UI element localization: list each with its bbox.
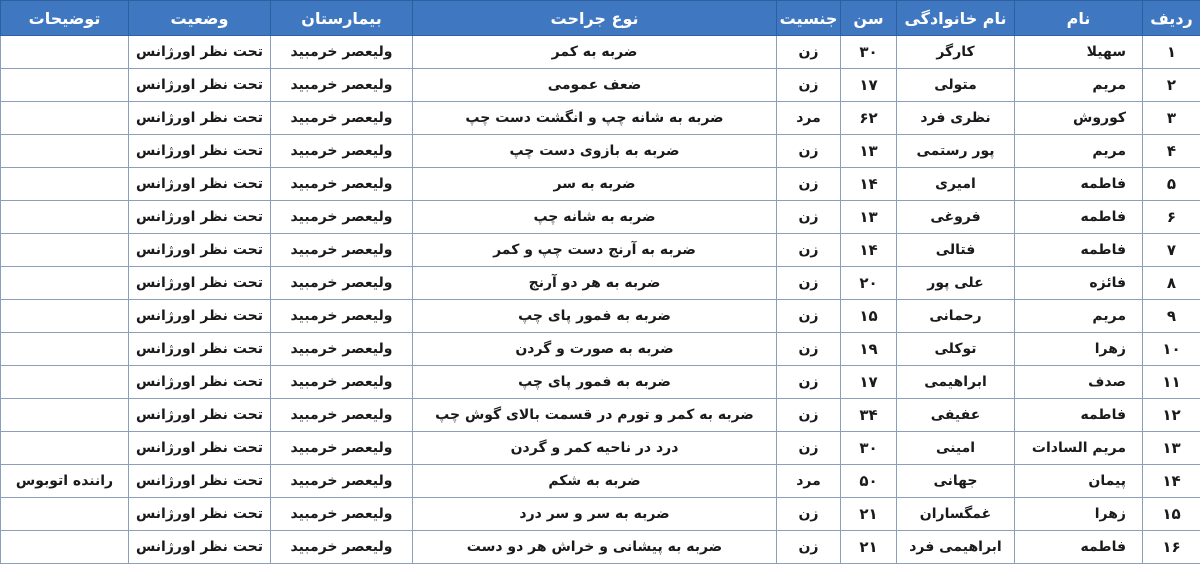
col-header-injury-type: نوع جراحت — [413, 1, 777, 36]
cell-last-name: امینی — [897, 432, 1015, 465]
cell-last-name: نظری فرد — [897, 102, 1015, 135]
cell-first-name: فائزه — [1015, 267, 1143, 300]
cell-gender: زن — [777, 201, 841, 234]
cell-gender: زن — [777, 69, 841, 102]
cell-status: تحت نظر اورژانس — [129, 135, 271, 168]
cell-last-name: عفیفی — [897, 399, 1015, 432]
cell-age: ۵۰ — [841, 465, 897, 498]
cell-injury-type: ضربه به صورت و گردن — [413, 333, 777, 366]
cell-last-name: رحمانی — [897, 300, 1015, 333]
cell-injury-type: ضربه به سر و سر درد — [413, 498, 777, 531]
cell-age: ۳۰ — [841, 432, 897, 465]
cell-age: ۱۴ — [841, 234, 897, 267]
table-row — [1, 300, 1200, 333]
cell-first-name: زهرا — [1015, 333, 1143, 366]
cell-notes — [1, 498, 129, 531]
cell-row-number: ۱۴ — [1143, 465, 1200, 498]
table-row — [1, 135, 1200, 168]
table-row — [1, 366, 1200, 399]
cell-status: تحت نظر اورژانس — [129, 432, 271, 465]
cell-notes — [1, 432, 129, 465]
cell-injury-type: ضربه به شکم — [413, 465, 777, 498]
cell-first-name: مریم — [1015, 69, 1143, 102]
cell-row-number: ۷ — [1143, 234, 1200, 267]
cell-row-number: ۴ — [1143, 135, 1200, 168]
cell-last-name: فتالی — [897, 234, 1015, 267]
cell-row-number: ۱۲ — [1143, 399, 1200, 432]
cell-age: ۳۰ — [841, 36, 897, 69]
cell-age: ۳۴ — [841, 399, 897, 432]
cell-first-name: فاطمه — [1015, 531, 1143, 564]
cell-row-number: ۹ — [1143, 300, 1200, 333]
cell-age: ۱۳ — [841, 135, 897, 168]
cell-notes — [1, 102, 129, 135]
cell-row-number: ۱۱ — [1143, 366, 1200, 399]
cell-last-name: جهانی — [897, 465, 1015, 498]
cell-age: ۱۳ — [841, 201, 897, 234]
cell-gender: زن — [777, 267, 841, 300]
cell-last-name: متولی — [897, 69, 1015, 102]
cell-gender: زن — [777, 366, 841, 399]
cell-gender: زن — [777, 498, 841, 531]
cell-row-number: ۸ — [1143, 267, 1200, 300]
cell-injury-type: ضربه به فمور پای چپ — [413, 366, 777, 399]
cell-injury-type: ضربه به شانه چپ و انگشت دست چپ — [413, 102, 777, 135]
table-body — [1, 36, 1200, 564]
cell-last-name: پور رستمی — [897, 135, 1015, 168]
cell-injury-type: ضربه به بازوی دست چپ — [413, 135, 777, 168]
cell-notes — [1, 399, 129, 432]
cell-first-name: فاطمه — [1015, 201, 1143, 234]
col-header-notes: توضیحات — [1, 1, 129, 36]
cell-hospital: ولیعصر خرمبید — [271, 69, 413, 102]
col-header-row-number: ردیف — [1143, 1, 1200, 36]
cell-first-name: سهیلا — [1015, 36, 1143, 69]
cell-status: تحت نظر اورژانس — [129, 366, 271, 399]
cell-row-number: ۶ — [1143, 201, 1200, 234]
cell-hospital: ولیعصر خرمبید — [271, 366, 413, 399]
cell-hospital: ولیعصر خرمبید — [271, 135, 413, 168]
cell-injury-type: ضربه به کمر و تورم در قسمت بالای گوش چپ — [413, 399, 777, 432]
cell-last-name: فروغی — [897, 201, 1015, 234]
table-row — [1, 201, 1200, 234]
cell-notes — [1, 366, 129, 399]
cell-hospital: ولیعصر خرمبید — [271, 498, 413, 531]
cell-hospital: ولیعصر خرمبید — [271, 333, 413, 366]
cell-injury-type: ضعف عمومی — [413, 69, 777, 102]
table-row — [1, 267, 1200, 300]
cell-notes: راننده اتوبوس — [1, 465, 129, 498]
cell-first-name: کوروش — [1015, 102, 1143, 135]
cell-gender: زن — [777, 168, 841, 201]
cell-injury-type: ضربه به آرنج دست چپ و کمر — [413, 234, 777, 267]
cell-status: تحت نظر اورژانس — [129, 201, 271, 234]
cell-notes — [1, 531, 129, 564]
col-header-gender: جنسیت — [777, 1, 841, 36]
cell-notes — [1, 300, 129, 333]
table-row — [1, 168, 1200, 201]
cell-hospital: ولیعصر خرمبید — [271, 465, 413, 498]
cell-status: تحت نظر اورژانس — [129, 69, 271, 102]
cell-hospital: ولیعصر خرمبید — [271, 432, 413, 465]
cell-status: تحت نظر اورژانس — [129, 399, 271, 432]
cell-last-name: غمگساران — [897, 498, 1015, 531]
cell-first-name: فاطمه — [1015, 168, 1143, 201]
cell-gender: زن — [777, 36, 841, 69]
cell-row-number: ۵ — [1143, 168, 1200, 201]
cell-gender: زن — [777, 135, 841, 168]
cell-row-number: ۳ — [1143, 102, 1200, 135]
cell-hospital: ولیعصر خرمبید — [271, 201, 413, 234]
cell-row-number: ۱۵ — [1143, 498, 1200, 531]
cell-last-name: امیری — [897, 168, 1015, 201]
cell-hospital: ولیعصر خرمبید — [271, 267, 413, 300]
cell-age: ۱۷ — [841, 69, 897, 102]
cell-hospital: ولیعصر خرمبید — [271, 399, 413, 432]
cell-notes — [1, 69, 129, 102]
table-row — [1, 531, 1200, 564]
cell-first-name: پیمان — [1015, 465, 1143, 498]
cell-age: ۶۲ — [841, 102, 897, 135]
cell-status: تحت نظر اورژانس — [129, 465, 271, 498]
cell-gender: مرد — [777, 465, 841, 498]
cell-hospital: ولیعصر خرمبید — [271, 531, 413, 564]
table-row — [1, 36, 1200, 69]
cell-status: تحت نظر اورژانس — [129, 498, 271, 531]
col-header-hospital: بیمارستان — [271, 1, 413, 36]
col-header-age: سن — [841, 1, 897, 36]
cell-age: ۱۹ — [841, 333, 897, 366]
table-row — [1, 465, 1200, 498]
cell-gender: مرد — [777, 102, 841, 135]
cell-status: تحت نظر اورژانس — [129, 531, 271, 564]
cell-status: تحت نظر اورژانس — [129, 102, 271, 135]
cell-row-number: ۱ — [1143, 36, 1200, 69]
cell-gender: زن — [777, 399, 841, 432]
cell-hospital: ولیعصر خرمبید — [271, 300, 413, 333]
table-row — [1, 234, 1200, 267]
cell-notes — [1, 333, 129, 366]
cell-hospital: ولیعصر خرمبید — [271, 102, 413, 135]
table-row — [1, 399, 1200, 432]
table-row — [1, 333, 1200, 366]
cell-first-name: مریم — [1015, 135, 1143, 168]
cell-last-name: ابراهیمی فرد — [897, 531, 1015, 564]
cell-first-name: فاطمه — [1015, 234, 1143, 267]
table-row — [1, 102, 1200, 135]
cell-status: تحت نظر اورژانس — [129, 168, 271, 201]
cell-first-name: زهرا — [1015, 498, 1143, 531]
cell-row-number: ۱۶ — [1143, 531, 1200, 564]
cell-gender: زن — [777, 531, 841, 564]
col-header-first-name: نام — [1015, 1, 1143, 36]
col-header-last-name: نام خانوادگی — [897, 1, 1015, 36]
cell-gender: زن — [777, 234, 841, 267]
cell-age: ۲۱ — [841, 498, 897, 531]
cell-gender: زن — [777, 333, 841, 366]
cell-notes — [1, 135, 129, 168]
cell-age: ۲۰ — [841, 267, 897, 300]
cell-age: ۱۴ — [841, 168, 897, 201]
cell-first-name: مریم السادات — [1015, 432, 1143, 465]
cell-last-name: علی پور — [897, 267, 1015, 300]
cell-status: تحت نظر اورژانس — [129, 267, 271, 300]
cell-status: تحت نظر اورژانس — [129, 300, 271, 333]
cell-notes — [1, 234, 129, 267]
cell-last-name: ابراهیمی — [897, 366, 1015, 399]
cell-status: تحت نظر اورژانس — [129, 333, 271, 366]
cell-age: ۱۷ — [841, 366, 897, 399]
cell-notes — [1, 36, 129, 69]
cell-hospital: ولیعصر خرمبید — [271, 234, 413, 267]
table-row — [1, 432, 1200, 465]
cell-gender: زن — [777, 300, 841, 333]
cell-injury-type: ضربه به کمر — [413, 36, 777, 69]
cell-notes — [1, 267, 129, 300]
cell-row-number: ۱۳ — [1143, 432, 1200, 465]
header-row — [1, 1, 1200, 36]
col-header-status: وضعیت — [129, 1, 271, 36]
cell-injury-type: ضربه به شانه چپ — [413, 201, 777, 234]
cell-hospital: ولیعصر خرمبید — [271, 168, 413, 201]
cell-last-name: توکلی — [897, 333, 1015, 366]
cell-hospital: ولیعصر خرمبید — [271, 36, 413, 69]
cell-status: تحت نظر اورژانس — [129, 36, 271, 69]
cell-first-name: فاطمه — [1015, 399, 1143, 432]
cell-age: ۲۱ — [841, 531, 897, 564]
cell-notes — [1, 201, 129, 234]
cell-status: تحت نظر اورژانس — [129, 234, 271, 267]
cell-injury-type: ضربه به پیشانی و خراش هر دو دست — [413, 531, 777, 564]
cell-injury-type: درد در ناحیه کمر و گردن — [413, 432, 777, 465]
cell-first-name: صدف — [1015, 366, 1143, 399]
cell-first-name: مریم — [1015, 300, 1143, 333]
cell-injury-type: ضربه به سر — [413, 168, 777, 201]
cell-gender: زن — [777, 432, 841, 465]
table-row — [1, 69, 1200, 102]
cell-row-number: ۱۰ — [1143, 333, 1200, 366]
cell-injury-type: ضربه به فمور پای چپ — [413, 300, 777, 333]
cell-age: ۱۵ — [841, 300, 897, 333]
table-row — [1, 498, 1200, 531]
cell-row-number: ۲ — [1143, 69, 1200, 102]
cell-last-name: کارگر — [897, 36, 1015, 69]
cell-injury-type: ضربه به هر دو آرنج — [413, 267, 777, 300]
cell-notes — [1, 168, 129, 201]
